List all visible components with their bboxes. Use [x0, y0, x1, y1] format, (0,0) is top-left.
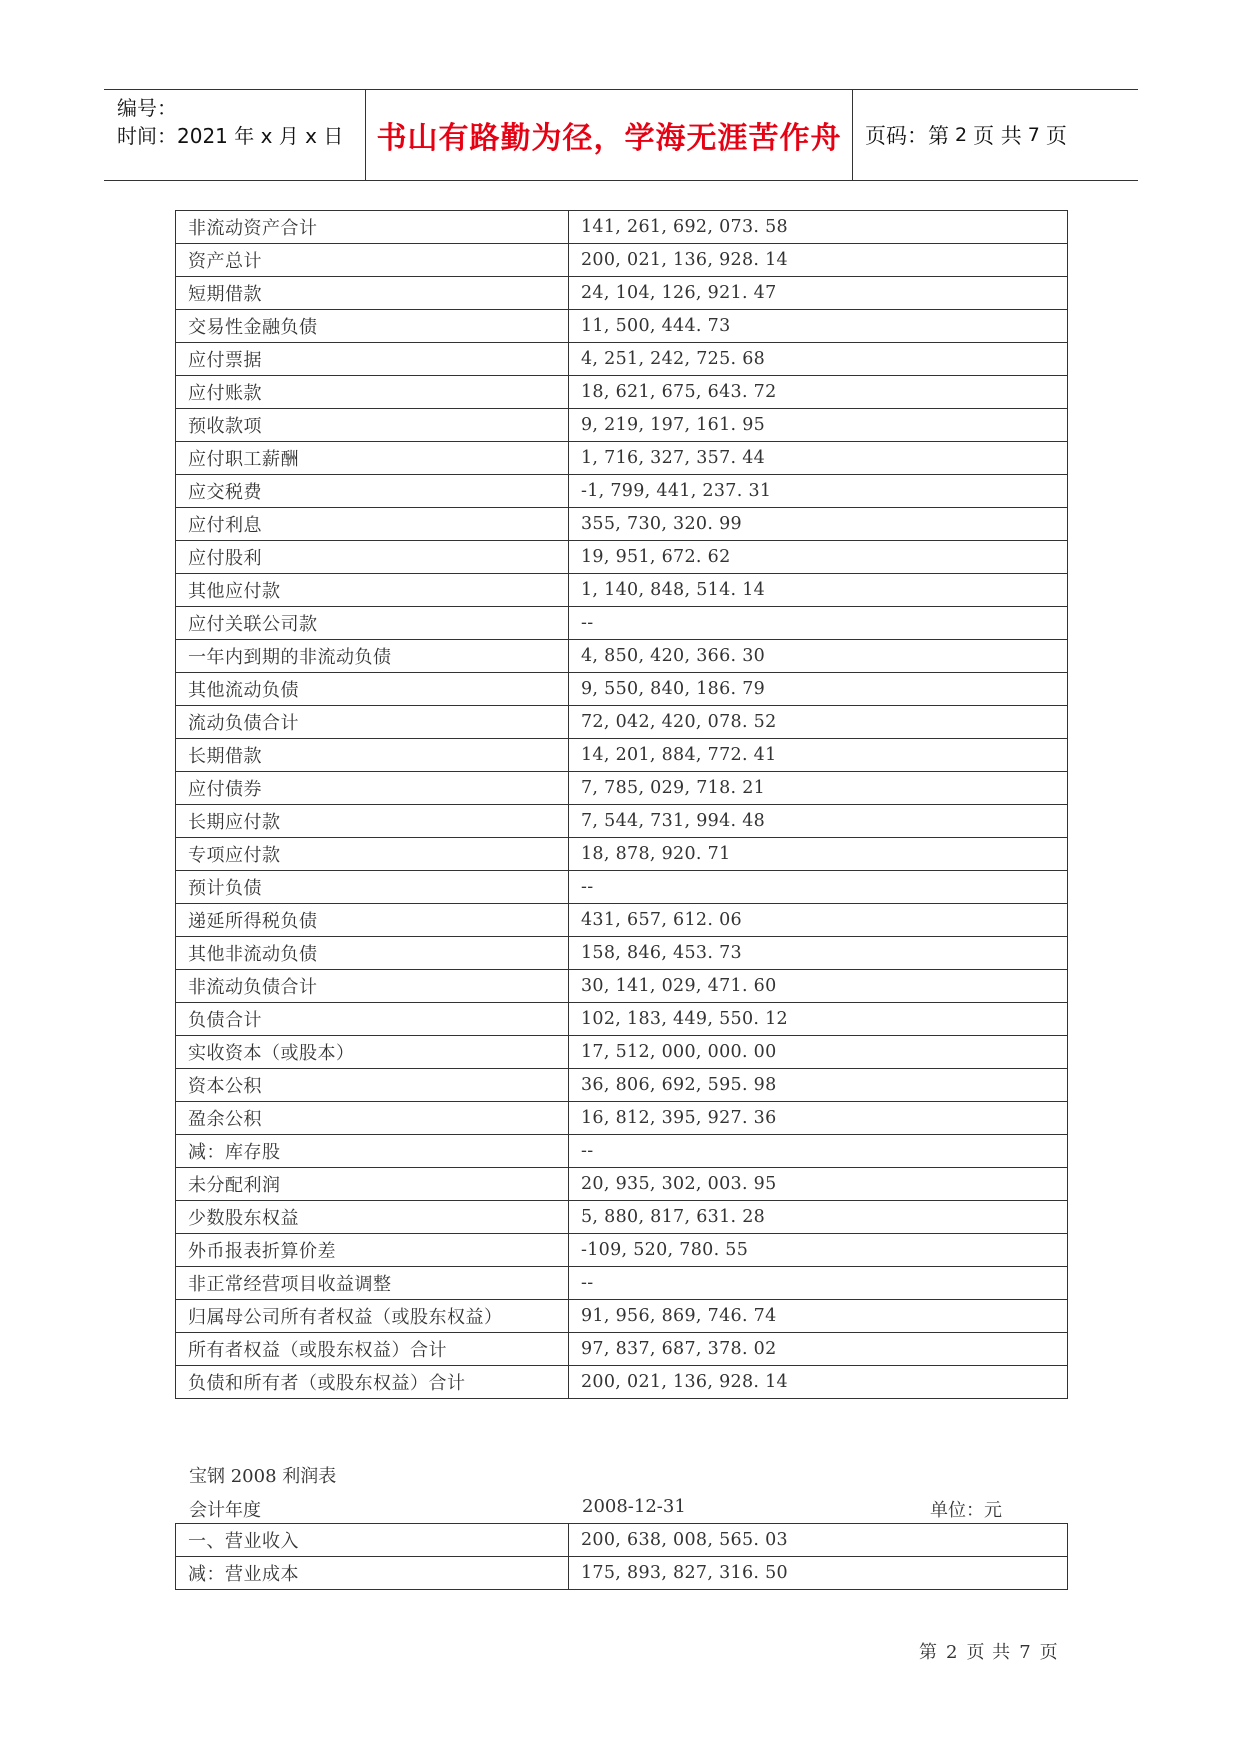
row-label: 少数股东权益 — [176, 1201, 569, 1234]
footer-mid: 页 共 — [966, 1642, 1012, 1663]
table-row — [176, 1557, 1068, 1590]
table-row — [176, 475, 1068, 508]
row-value: 4, 251, 242, 725. 68 — [569, 343, 1068, 376]
header-page-indicator — [853, 90, 1138, 180]
table-row — [176, 376, 1068, 409]
row-label: 专项应付款 — [176, 838, 569, 871]
row-value: 17, 512, 000, 000. 00 — [569, 1036, 1068, 1069]
row-label: 外币报表折算价差 — [176, 1234, 569, 1267]
row-label: 归属母公司所有者权益（或股东权益） — [176, 1300, 569, 1333]
row-value: 102, 183, 449, 550. 12 — [569, 1003, 1068, 1036]
footer-current: 2 — [946, 1642, 959, 1663]
row-value: 9, 219, 197, 161. 95 — [569, 409, 1068, 442]
row-label: 预收款项 — [176, 409, 569, 442]
footer-suffix: 页 — [1039, 1642, 1059, 1663]
row-value: 72, 042, 420, 078. 52 — [569, 706, 1068, 739]
table-row — [176, 343, 1068, 376]
table-row — [176, 1003, 1068, 1036]
table-row — [176, 970, 1068, 1003]
row-label: 应付职工薪酬 — [176, 442, 569, 475]
header-page-suffix: 页 — [1045, 124, 1067, 148]
table-row — [176, 1102, 1068, 1135]
row-value: 7, 785, 029, 718. 21 — [569, 772, 1068, 805]
row-label: 交易性金融负债 — [176, 310, 569, 343]
row-label: 非流动资产合计 — [176, 211, 569, 244]
footer-prefix: 第 — [919, 1642, 938, 1663]
table-row — [176, 1234, 1068, 1267]
row-value: 7, 544, 731, 994. 48 — [569, 805, 1068, 838]
row-label: 流动负债合计 — [176, 706, 569, 739]
table-row — [176, 1201, 1068, 1234]
footer-total: 7 — [1019, 1642, 1032, 1663]
row-value: 30, 141, 029, 471. 60 — [569, 970, 1068, 1003]
table-row — [176, 1168, 1068, 1201]
header-motto: 书山有路勤为径，学海无涯苦作舟 — [366, 90, 853, 180]
row-label: 负债合计 — [176, 1003, 569, 1036]
table-row — [176, 541, 1068, 574]
row-label: 递延所得税负债 — [176, 904, 569, 937]
row-label: 应交税费 — [176, 475, 569, 508]
row-value: 97, 837, 687, 378. 02 — [569, 1333, 1068, 1366]
row-value: 141, 261, 692, 073. 58 — [569, 211, 1068, 244]
row-label: 非正常经营项目收益调整 — [176, 1267, 569, 1300]
row-value: 36, 806, 692, 595. 98 — [569, 1069, 1068, 1102]
page-footer — [915, 1638, 1063, 1664]
table-row — [176, 706, 1068, 739]
row-label: 应付利息 — [176, 508, 569, 541]
table-row — [176, 937, 1068, 970]
table-row — [176, 442, 1068, 475]
row-value: 16, 812, 395, 927. 36 — [569, 1102, 1068, 1135]
row-value: 20, 935, 302, 003. 95 — [569, 1168, 1068, 1201]
row-value: 355, 730, 320. 99 — [569, 508, 1068, 541]
row-label: 非流动负债合计 — [176, 970, 569, 1003]
table-row — [176, 904, 1068, 937]
table-row — [176, 244, 1068, 277]
row-value: 4, 850, 420, 366. 30 — [569, 640, 1068, 673]
row-value: 18, 621, 675, 643. 72 — [569, 376, 1068, 409]
table-row — [176, 1267, 1068, 1300]
row-value: 431, 657, 612. 06 — [569, 904, 1068, 937]
table-row — [176, 739, 1068, 772]
table-row — [176, 1135, 1068, 1168]
row-label: 短期借款 — [176, 277, 569, 310]
balance-sheet-table — [175, 210, 1068, 1399]
table-row — [176, 1036, 1068, 1069]
table-row — [176, 277, 1068, 310]
row-value: 9, 550, 840, 186. 79 — [569, 673, 1068, 706]
row-value: 175, 893, 827, 316. 50 — [569, 1557, 1068, 1590]
table-row — [176, 640, 1068, 673]
row-label: 应付债券 — [176, 772, 569, 805]
header-page-total: 7 — [1027, 124, 1040, 146]
header-page-prefix: 页码：第 — [865, 124, 949, 148]
row-value: 1, 716, 327, 357. 44 — [569, 442, 1068, 475]
row-value: -- — [569, 1267, 1068, 1300]
document-header — [104, 89, 1138, 181]
row-label: 未分配利润 — [176, 1168, 569, 1201]
row-label: 应付关联公司款 — [176, 607, 569, 640]
row-value: 200, 638, 008, 565. 03 — [569, 1524, 1068, 1557]
row-value: 91, 956, 869, 746. 74 — [569, 1300, 1068, 1333]
row-label: 长期应付款 — [176, 805, 569, 838]
row-value: 18, 878, 920. 71 — [569, 838, 1068, 871]
table-row — [176, 310, 1068, 343]
row-label: 资产总计 — [176, 244, 569, 277]
row-label: 其他非流动负债 — [176, 937, 569, 970]
table-row — [176, 211, 1068, 244]
row-value: -- — [569, 1135, 1068, 1168]
table-row — [176, 607, 1068, 640]
row-label: 长期借款 — [176, 739, 569, 772]
row-value: 158, 846, 453. 73 — [569, 937, 1068, 970]
row-label: 应付票据 — [176, 343, 569, 376]
row-label: 减：库存股 — [176, 1135, 569, 1168]
row-value: -109, 520, 780. 55 — [569, 1234, 1068, 1267]
row-label: 资本公积 — [176, 1069, 569, 1102]
row-value: 1, 140, 848, 514. 14 — [569, 574, 1068, 607]
row-label: 盈余公积 — [176, 1102, 569, 1135]
table-row — [176, 805, 1068, 838]
row-label: 其他应付款 — [176, 574, 569, 607]
income-statement-table — [175, 1523, 1068, 1590]
row-value: 24, 104, 126, 921. 47 — [569, 277, 1068, 310]
row-label: 应付账款 — [176, 376, 569, 409]
table-row — [176, 574, 1068, 607]
table-row — [176, 1300, 1068, 1333]
table-row — [176, 409, 1068, 442]
row-value: -- — [569, 871, 1068, 904]
row-value: 11, 500, 444. 73 — [569, 310, 1068, 343]
table-row — [176, 772, 1068, 805]
income-statement-title: 宝钢 2008 利润表 — [189, 1466, 337, 1487]
document-time-label: 时间：2021 年 x 月 x 日 — [117, 124, 344, 148]
row-label: 负债和所有者（或股东权益）合计 — [176, 1366, 569, 1399]
table-row — [176, 508, 1068, 541]
row-label: 所有者权益（或股东权益）合计 — [176, 1333, 569, 1366]
table-row — [176, 1366, 1068, 1399]
row-value: 5, 880, 817, 631. 28 — [569, 1201, 1068, 1234]
fiscal-year-date: 2008-12-31 — [582, 1496, 686, 1517]
row-label: 实收资本（或股本） — [176, 1036, 569, 1069]
unit-label: 单位：元 — [930, 1500, 1002, 1521]
table-row — [176, 838, 1068, 871]
header-meta — [104, 90, 366, 180]
row-label: 其他流动负债 — [176, 673, 569, 706]
header-page-current: 2 — [955, 124, 968, 146]
row-label: 一年内到期的非流动负债 — [176, 640, 569, 673]
row-value: 200, 021, 136, 928. 14 — [569, 1366, 1068, 1399]
row-label: 减：营业成本 — [176, 1557, 569, 1590]
row-value: -1, 799, 441, 237. 31 — [569, 475, 1068, 508]
document-number-label: 编号： — [117, 96, 177, 120]
row-value: 19, 951, 672. 62 — [569, 541, 1068, 574]
table-row — [176, 871, 1068, 904]
row-label: 一、营业收入 — [176, 1524, 569, 1557]
row-value: 200, 021, 136, 928. 14 — [569, 244, 1068, 277]
row-value: 14, 201, 884, 772. 41 — [569, 739, 1068, 772]
row-label: 应付股利 — [176, 541, 569, 574]
header-page-mid: 页 共 — [973, 124, 1022, 148]
fiscal-year-label: 会计年度 — [189, 1500, 261, 1521]
row-label: 预计负债 — [176, 871, 569, 904]
table-row — [176, 1069, 1068, 1102]
table-row — [176, 1333, 1068, 1366]
table-row — [176, 673, 1068, 706]
table-row — [176, 1524, 1068, 1557]
row-value: -- — [569, 607, 1068, 640]
